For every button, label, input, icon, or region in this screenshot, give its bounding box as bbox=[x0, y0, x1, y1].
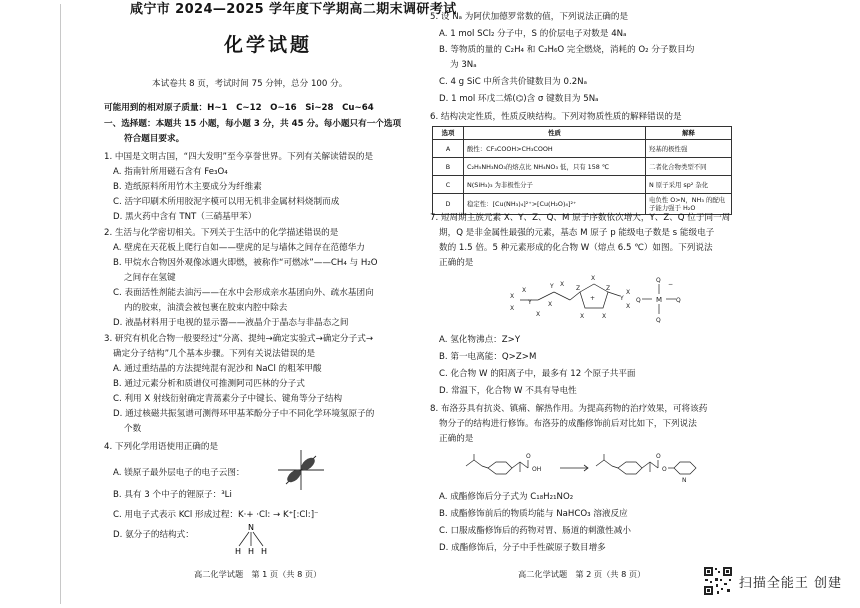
atom-x-label: X bbox=[510, 305, 515, 312]
charge-minus-label: − bbox=[668, 281, 674, 288]
atom-q-label: Q bbox=[656, 277, 661, 284]
q7-option-c: C. 化合物 W 的阳离子中，最多有 12 个原子共平面 bbox=[439, 369, 636, 379]
q4-stem: 4. 下列化学用语使用正确的是 bbox=[104, 442, 219, 452]
atom-m-label: M bbox=[656, 296, 663, 304]
nh3-h-label: H bbox=[248, 547, 255, 556]
carboxyl-oh-label: OH bbox=[532, 466, 542, 473]
page-footer-right: 高二化学试题 第 2 页（共 8 页） bbox=[518, 569, 646, 579]
q7-stem-cont: 正确的是 bbox=[439, 258, 474, 268]
q7-stem: 7. 短周期主族元素 X、Y、Z、Q、M 原子序数依次增大，Y、Z、Q 位于同一周 bbox=[430, 213, 731, 223]
section1-instruction-cont: 符合题目要求。 bbox=[124, 134, 185, 144]
atom-y-label: Y bbox=[550, 283, 554, 290]
q1-option-a: A. 指南针所用磁石含有 Fe₃O₄ bbox=[113, 167, 228, 177]
table-cell: 二者化合物类型不同 bbox=[646, 158, 732, 176]
charge-plus-label: + bbox=[590, 295, 596, 302]
table-cell: A bbox=[433, 140, 464, 158]
q4-option-c: C. 用电子式表示 KCl 形成过程：K·+ ·Cl: → K⁺[:Cl:]⁻ bbox=[113, 510, 319, 520]
right-column bbox=[430, 0, 736, 608]
atom-z-label: Z bbox=[576, 285, 581, 292]
q5-option-b-cont: 为 3Nₐ bbox=[450, 60, 477, 70]
q5-option-c: C. 4 g SiC 中所含共价键数目为 0.2Nₐ bbox=[439, 77, 587, 87]
atom-x-label: X bbox=[591, 275, 596, 282]
table-cell: 稳定性：[Cu(NH₃)₄]²⁺>[Cu(H₂O)₄]²⁺ bbox=[464, 194, 646, 215]
table-row bbox=[433, 140, 732, 158]
q3-option-d-cont: 个数 bbox=[124, 424, 142, 434]
q2-option-c: C. 表面活性剂能去油污——在水中会形成亲水基团向外、疏水基团向 bbox=[113, 288, 374, 298]
q4-option-a: A. 镁原子最外层电子的电子云图： bbox=[113, 468, 245, 478]
atom-y-label: Y bbox=[528, 299, 532, 306]
q8-stem-cont: 物分子的结构进行修饰。布洛芬的成酯修饰前后对比如下，下列说法 bbox=[439, 419, 697, 429]
q3-option-b: B. 通过元素分析和质谱仪可推测阿司匹林的分子式 bbox=[113, 379, 305, 389]
page-footer-left: 高二化学试题 第 1 页（共 8 页） bbox=[194, 569, 322, 579]
q5-option-d: D. 1 mol 环戊二烯(⌬)含 σ 键数目为 5Nₐ bbox=[439, 94, 599, 104]
ammonia-structure-diagram bbox=[232, 520, 272, 558]
q8-option-b: B. 成酯修饰前后的物质均能与 NaHCO₃ 溶液反应 bbox=[439, 509, 628, 519]
q7-stem-cont: 期，Q 是非金属性最强的元素，基态 M 原子 p 能级电子数是 s 能级电子 bbox=[439, 228, 715, 238]
q6-table bbox=[432, 126, 732, 215]
q7-option-a: A. 氢化物沸点：Z>Y bbox=[439, 335, 521, 345]
atom-x-label: X bbox=[580, 313, 585, 320]
q2-option-c-cont: 内的胶束，油渍会被包裹在胶束内腔中除去 bbox=[124, 303, 288, 313]
table-row bbox=[433, 158, 732, 176]
section1-instruction: 一、选择题：本题共 15 小题，每小题 3 分，共 45 分。每小题只有一个选项 bbox=[104, 119, 402, 129]
compound-w-structure bbox=[502, 270, 682, 332]
table-header-cell: 性质 bbox=[464, 127, 646, 140]
table-cell: C bbox=[433, 176, 464, 194]
q8-option-c: C. 口服成酯修饰后的药物对胃、肠道的刺激性减小 bbox=[439, 526, 631, 536]
table-row bbox=[433, 176, 732, 194]
atom-x-label: X bbox=[548, 301, 553, 308]
watermark-text: 扫描全能王 创建 bbox=[738, 575, 842, 591]
q3-option-c: C. 利用 X 射线衍射确定青蒿素分子中键长、键角等分子结构 bbox=[113, 394, 343, 404]
table-cell: B bbox=[433, 158, 464, 176]
ester-o-label: O bbox=[656, 453, 661, 460]
exam-info: 本试卷共 8 页，考试时间 75 分钟，总分 100 分。 bbox=[152, 79, 348, 89]
nh3-h-label: H bbox=[261, 547, 268, 556]
atom-z-label: Z bbox=[606, 285, 611, 292]
atom-q-label: Q bbox=[676, 297, 681, 304]
atom-q-label: Q bbox=[636, 297, 641, 304]
atom-x-label: X bbox=[522, 287, 527, 294]
q1-option-d: D. 黑火药中含有 TNT（三硝基甲苯） bbox=[113, 212, 257, 222]
nh3-n-label: N bbox=[248, 523, 254, 532]
ester-o-label: O bbox=[662, 466, 667, 473]
q5-option-b: B. 等物质的量的 C₂H₄ 和 C₂H₆O 完全燃烧，消耗的 O₂ 分子数目均 bbox=[439, 45, 695, 55]
q3-stem-cont: 确定分子结构”几个基本步骤。下列有关说法错误的是 bbox=[113, 349, 316, 359]
q7-option-d: D. 常温下，化合物 W 不具有导电性 bbox=[439, 386, 577, 396]
table-cell: 酸性：CF₃COOH>CH₃COOH bbox=[464, 140, 646, 158]
atom-x-label: X bbox=[626, 303, 631, 310]
exam-title: 化学试题 bbox=[224, 34, 313, 56]
table-header-row bbox=[433, 127, 732, 140]
exam-header: 咸宁市 2024—2025 学年度下学期高二期末调研考试 bbox=[130, 2, 457, 17]
q6-stem: 6. 结构决定性质，性质反映结构。下列对物质性质的解释错误的是 bbox=[430, 112, 682, 122]
q3-option-a: A. 通过重结晶的方法提纯混有泥沙和 NaCl 的粗苯甲酸 bbox=[113, 364, 322, 374]
ibuprofen-modification-diagram bbox=[460, 446, 710, 490]
qr-code-icon bbox=[703, 566, 733, 596]
pyridine-n-label: N bbox=[682, 477, 687, 484]
q2-stem: 2. 生活与化学密切相关。下列关于生活中的化学描述错误的是 bbox=[104, 228, 339, 238]
table-cell: C₂H₅NH₃NO₃的熔点比 NH₄NO₃ 低，只有 158 ℃ bbox=[464, 158, 646, 176]
q2-option-d: D. 液晶材料用于电视的显示器——液晶介于晶态与非晶态之间 bbox=[113, 318, 349, 328]
atom-y-label: Y bbox=[620, 295, 624, 302]
q8-stem-cont: 正确的是 bbox=[439, 434, 474, 444]
table-cell: N(SiH₃)₃ 为非极性分子 bbox=[464, 176, 646, 194]
atom-x-label: X bbox=[510, 293, 515, 300]
q8-option-a: A. 成酯修饰后分子式为 C₁₈H₂₁NO₂ bbox=[439, 492, 574, 502]
atom-x-label: X bbox=[602, 313, 607, 320]
q8-stem: 8. 布洛芬具有抗炎、镇痛、解热作用。为提高药物的治疗效果，可将该药 bbox=[430, 404, 708, 414]
q5-stem: 5. 设 Nₐ 为阿伏加德罗常数的值，下列说法正确的是 bbox=[430, 12, 629, 22]
q4-option-b: B. 具有 3 个中子的锂原子：³Li bbox=[113, 490, 232, 500]
q2-option-b-cont: 之间存在氢键 bbox=[124, 273, 176, 283]
table-cell: D bbox=[433, 194, 464, 215]
nh3-h-label: H bbox=[235, 547, 242, 556]
binding-margin-line bbox=[60, 4, 61, 604]
atom-x-label: X bbox=[536, 311, 541, 318]
electron-cloud-diagram bbox=[274, 448, 328, 492]
q1-option-c: C. 活字印刷术所用胶泥字模可以用无机非金属材料烧制而成 bbox=[113, 197, 340, 207]
table-cell: 电负性 O>N，NH₃ 的配电子能力强于 H₂O bbox=[646, 194, 732, 215]
atomic-masses: 可能用到的相对原子质量：H~1 C~12 O~16 Si~28 Cu~64 bbox=[104, 103, 374, 113]
q2-option-a: A. 壁虎在天花板上爬行自如——壁虎的足与墙体之间存在范德华力 bbox=[113, 243, 365, 253]
q4-option-d: D. 氨分子的结构式： bbox=[113, 530, 194, 540]
q1-stem: 1. 中国是文明古国，“四大发明”至今享誉世界。下列有关解读错误的是 bbox=[104, 152, 374, 162]
table-cell: 羟基的极性强 bbox=[646, 140, 732, 158]
q3-option-d: D. 通过核磁共振氢谱可测得环甲基苯酚分子中不同化学环境氢原子的 bbox=[113, 409, 375, 419]
atom-q-label: Q bbox=[656, 317, 661, 324]
left-column bbox=[104, 0, 457, 608]
q5-option-a: A. 1 mol SCl₂ 分子中，S 的价层电子对数是 4Nₐ bbox=[439, 29, 627, 39]
ester-o-label: O bbox=[526, 453, 531, 460]
q2-option-b: B. 甲烷水合物因外观像冰遇火即燃，被称作“可燃冰”——CH₄ 与 H₂O bbox=[113, 258, 378, 268]
atom-x-label: X bbox=[626, 289, 631, 296]
table-cell: N 原子采用 sp² 杂化 bbox=[646, 176, 732, 194]
camscanner-watermark bbox=[703, 564, 842, 598]
q8-option-d: D. 成酯修饰后，分子中手性碳原子数目增多 bbox=[439, 543, 606, 553]
q3-stem: 3. 研究有机化合物一般要经过“分离、提纯→确定实验式→确定分子式→ bbox=[104, 334, 374, 344]
table-header-cell: 选项 bbox=[433, 127, 464, 140]
table-header-cell: 解释 bbox=[646, 127, 732, 140]
q1-option-b: B. 造纸原料所用竹木主要成分为纤维素 bbox=[113, 182, 262, 192]
q7-option-b: B. 第一电离能：Q>Z>M bbox=[439, 352, 537, 362]
q7-stem-cont: 数的 1.5 倍。5 种元素形成的化合物 W（熔点 6.5 ℃）如图。下列说法 bbox=[439, 243, 713, 253]
atom-x-label: X bbox=[560, 281, 565, 288]
